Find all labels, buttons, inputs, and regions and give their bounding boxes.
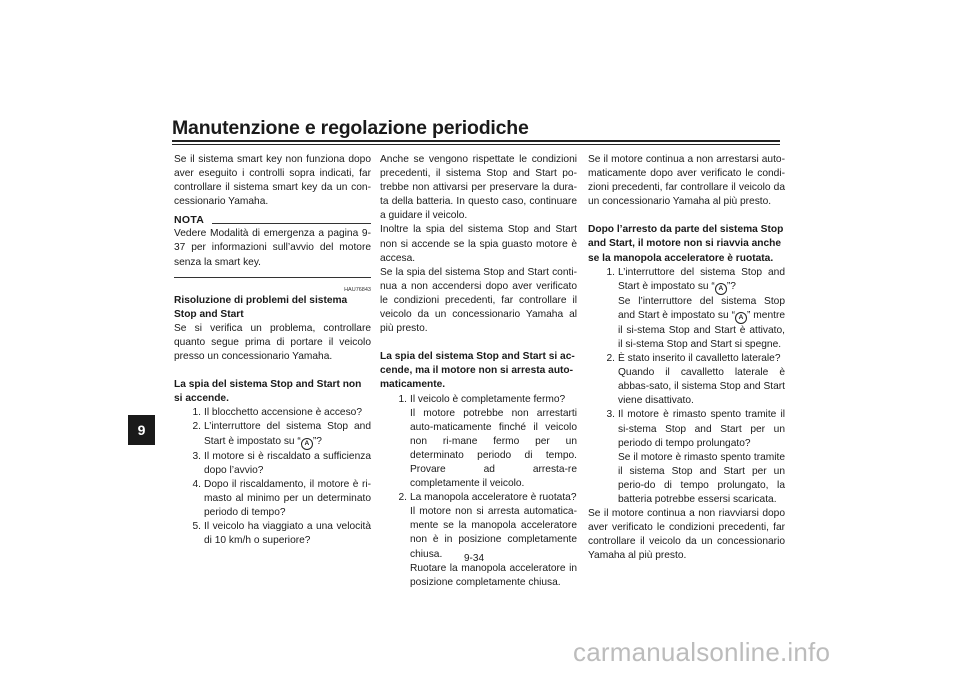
section-text: Se si verifica un problema, controllare quanto segue prima di portare il veicolo presso un concessionario Yamaha. (174, 322, 371, 363)
paragraph: Se la spia del sistema Stop and Start conti-nua a non accendersi dopo aver verificato le condizioni precedenti, far controllare il veicolo da un concessionario Yamaha al più presto. (380, 266, 577, 335)
list-item: 1. Il blocchetto accensione è acceso? (192, 407, 363, 419)
nota-rule (212, 223, 371, 224)
list-item-detail: Quando il cavalletto laterale è abbas-sato, il sistema Stop and Start viene disattivato. (618, 367, 785, 407)
page-title: Manutenzione e regolazione periodiche (172, 117, 529, 139)
chapter-tab: 9 (128, 415, 155, 445)
list-item: 1. Il veicolo è completamente fermo? (398, 393, 566, 405)
list-item-detail: Il motore potrebbe non arrestarti auto-maticamente finché il veicolo non ri-mane fermo per un determinato periodo di tempo. Provare ad arresta-re completamente il veicolo. (410, 407, 577, 490)
question-title: La spia del sistema Stop and Start non si accende. (174, 379, 362, 405)
page-number: 9-34 (464, 553, 485, 564)
list-item: 1. L’interruttore del sistema Stop and Start è impostato su “ A ”? (588, 266, 785, 295)
title-rule-thin (172, 144, 780, 145)
column-3 (588, 153, 785, 563)
list-item: 2. È stato inserito il cavalletto laterale? (606, 353, 781, 365)
list-item-detail: Se l’interruttore del sistema Stop and Start è impostato su “ A ” mentre il si-stema Stop and Start è attivato, il si-stema Stop and Start si spegne. (618, 295, 785, 350)
nota-header (174, 213, 371, 227)
stop-start-auto-icon: A (301, 438, 313, 450)
list-item: 3. Il motore si è riscaldato a sufficienza dopo l’avvio? (192, 450, 371, 476)
watermark: carmanualsonline.info (573, 637, 831, 667)
nota-text: Vedere Modalità di emergenza a pagina 9-37 per informazioni sull’avvio del motore senza la smart key. (174, 228, 371, 268)
list-item-detail: Il motore non si arresta automatica-mente se la manopola acceleratore non è in posizione completamente chiusa. (410, 506, 577, 560)
outro-paragraph: Se il motore continua a non riavviarsi dopo aver verificato le condizioni precedenti, far controllare il veicolo da un concessionario Yamaha al più presto. (588, 508, 785, 562)
nota-end-rule (174, 277, 371, 278)
intro-paragraph: Se il sistema smart key non funziona dopo aver eseguito i controlli sopra indicati, far controllare il sistema smart key da un con-cessionario Yamaha. (174, 154, 371, 208)
paragraph: Inoltre la spia del sistema Stop and Start non si accende se la spia guasto motore è accesa. (380, 224, 577, 264)
list-item: 3. Il motore è rimasto spento tramite il si-stema Stop and Start per un periodo di tempo prolungato? (606, 409, 785, 449)
stop-start-auto-icon: A (735, 312, 747, 324)
column-2 (380, 153, 577, 590)
list-item-detail: Se il motore è rimasto spento tramite il sistema Stop and Start per un perio-do di tempo prolungato, la batteria potrebbe essersi scaricata. (618, 451, 785, 505)
question-title: Dopo l’arresto da parte del sistema Stop and Start, il motore non si riavvia anche se la manopola acceleratore è ruotata. (588, 224, 784, 264)
title-rule (172, 140, 780, 142)
list-item-detail: Ruotare la manopola acceleratore in posizione completamente chiusa. (410, 562, 577, 588)
question-title: La spia del sistema Stop and Start si ac-cende, ma il motore non si arresta auto-maticamente. (380, 351, 575, 391)
list-item: 5. Il veicolo ha viaggiato a una velocità di 10 km/h o superiore? (192, 520, 371, 547)
column-1 (174, 153, 371, 548)
doc-code: HAU76843 (344, 286, 371, 293)
intro-paragraph: Anche se vengono rispettate le condizioni precedenti, il sistema Stop and Start po-trebbe non attivarsi per preservare la dura-ta della batteria. In questo caso, continuare a guidare il veicolo. (380, 154, 577, 222)
stop-start-auto-icon: A (715, 283, 727, 295)
list-item: 2. L’interruttore del sistema Stop and Start è impostato su “ A ”? (174, 420, 371, 449)
list-item: 2. La manopola acceleratore è ruotata? (398, 492, 577, 504)
section-title: Risoluzione di problemi del sistema Stop and Start (174, 294, 348, 320)
nota-label: NOTA (174, 214, 205, 227)
intro-paragraph: Se il motore continua a non arrestarsi auto-maticamente dopo aver verificato le condi-zioni precedenti, far controllare il veicolo da un concessionario Yamaha al più presto. (588, 154, 785, 208)
list-item: 4. Dopo il riscaldamento, il motore è ri-masto al minimo per un determinato periodo di tempo? (192, 478, 371, 518)
